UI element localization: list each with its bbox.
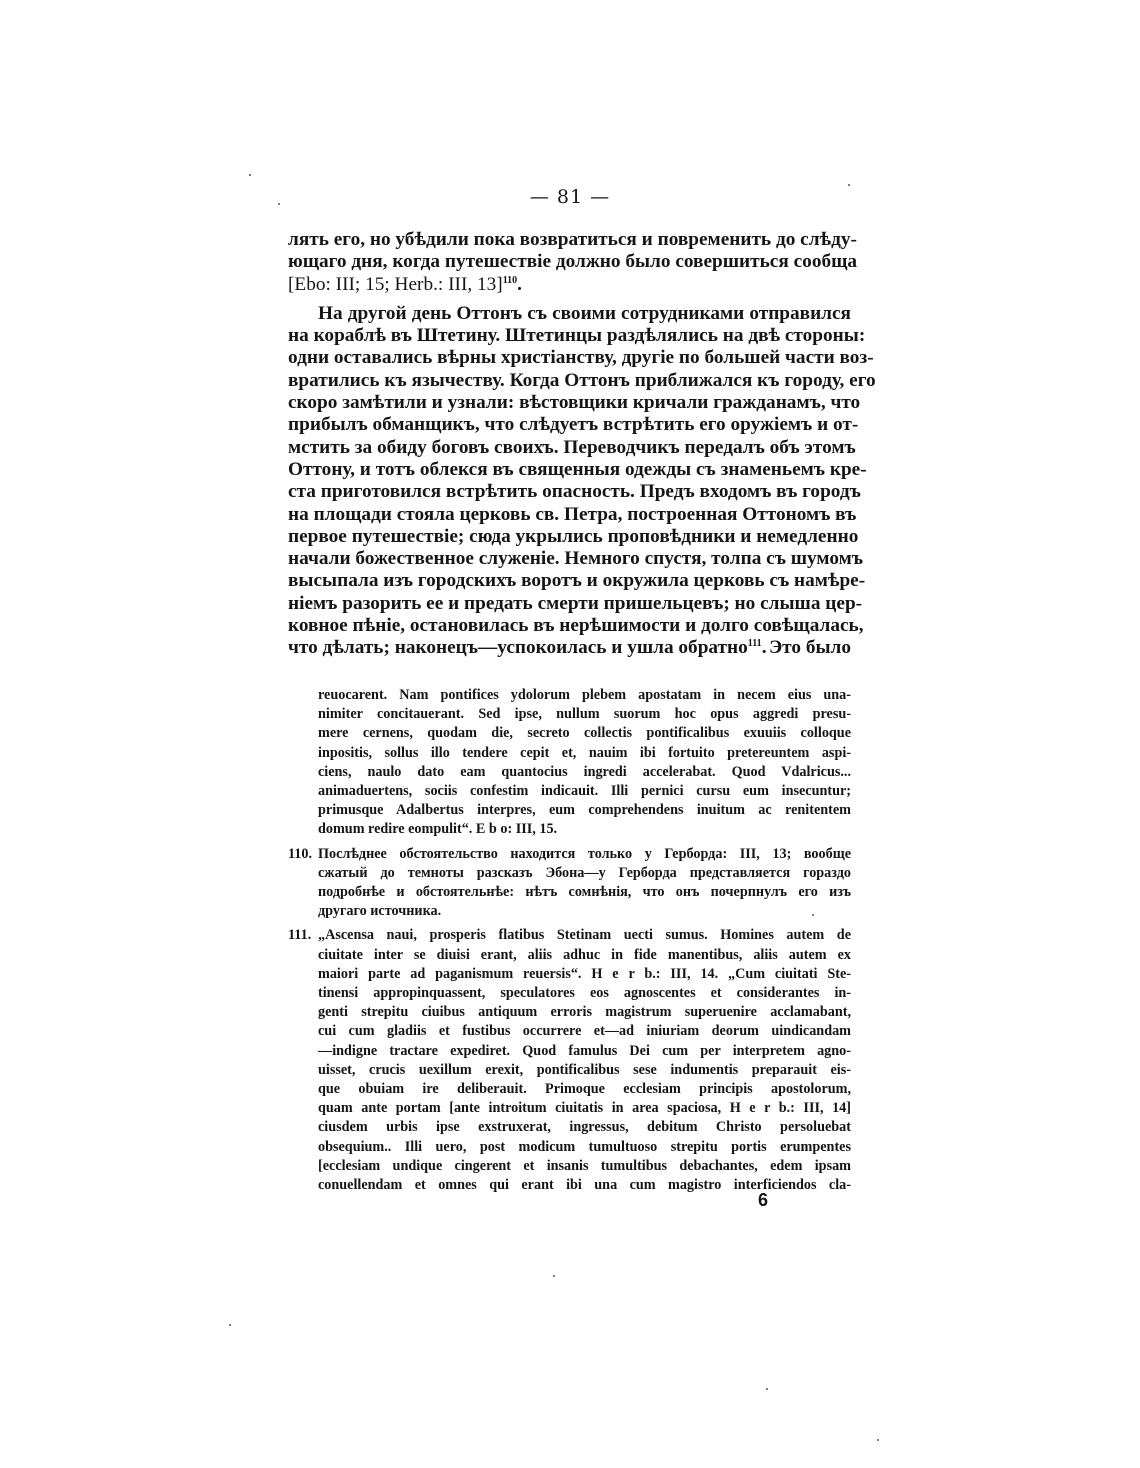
main-text: [288, 229, 876, 660]
main-line: что дѣлать; наконецъ—успокоилась и ушла обратно$^{111}$. Это было: [288, 637, 851, 659]
footnote-line: ciens, naulo dato eam quantocius ingredi accelerabat. Quod Vdalricus...: [318, 763, 851, 780]
footnote-line: cui cum gladiis et fustibus occurrere et—ad iniuriam deorum uindicandam: [318, 1023, 851, 1040]
footnote-line: conuellendam et omnes qui erant ibi una cum magistro interficiendos cla-: [318, 1177, 851, 1194]
main-line: Оттону, и тотъ облекся въ священныя одежды съ знаменьемъ кре-: [288, 458, 867, 480]
footnote-line: quam ante portam [ante introitum ciuitatis in area spaciosa, H e r b.: III, 14]: [318, 1100, 851, 1117]
main-line: вратились къ язычеству. Когда Оттонъ приближался къ городу, его: [288, 369, 876, 391]
footnote-line: maiori parte ad paganismum reuersis“. H e r b.: III, 14. „Cum ciuitati Ste-: [318, 965, 851, 982]
citation: [Ebo: III; 15; Herb.: III, 13]: [288, 273, 503, 295]
main-line-text: что дѣлать; наконецъ—успокоилась и ушла обратно: [288, 637, 748, 659]
footnote-line: uisset, crucis uexillum erexit, pontificalibus sese indumentis preparauit eis-: [318, 1061, 851, 1078]
footnote-continuation: [288, 686, 851, 840]
footnote-line: tinensi appropinquassent, speculatores eos agnoscentes et considerantes in-: [318, 985, 851, 1002]
footnote-line: domum redire eompulit“. E b o: III, 15.: [318, 821, 558, 838]
footnote-line: ciusdem urbis ipse exstruxerat, ingressus, debitum Christo persoluebat: [318, 1119, 851, 1136]
footnote-line: que obuiam ire deliberauit. Primoque ecclesiam principis apostolorum,: [318, 1081, 851, 1098]
main-line: одни оставались вѣрны христіанству, другіе по большей части воз-: [288, 347, 874, 369]
footnotes: [288, 686, 851, 1195]
page-number: — 81 —: [529, 186, 611, 208]
main-line: мстить за обиду боговъ своихъ. Переводчикъ передалъ объ этомъ: [288, 436, 856, 458]
paper-speck: [229, 1324, 231, 1326]
main-line: На другой день Оттонъ съ своими сотрудниками отправился: [318, 302, 851, 324]
footnote-line: inpositis, sollus illo tendere cepit et, nauim ibi fortuito pretereuntem aspi-: [318, 744, 851, 761]
sheet-signature: 6: [758, 1190, 769, 1210]
footnote-line: —indigne tractare expediret. Quod famulus Dei cum per interpretem agno-: [318, 1042, 851, 1059]
footnote-line: reuocarent. Nam pontifices ydolorum plebem apostatam in necem eius una-: [318, 687, 851, 703]
paper-speck: [249, 174, 251, 176]
footnote-line: ciuitate inter se diuisi erant, aliis adhuc in fide manentibus, aliis autem ex: [318, 946, 851, 963]
main-line: [Ebo: III; 15; Herb.: III, 13]$^{110}$.: [288, 273, 522, 295]
footnote-line: genti strepitu ciuibus antiquum erroris magistrum superuenire acclamabant,: [318, 1004, 851, 1021]
footnote-line: сжатый до темноты разсказъ Эбона—у Герборда представляется гораздо: [318, 864, 851, 881]
main-line: начали божественное служеніе. Немного спустя, толпа съ шумомъ: [288, 548, 863, 570]
main-line: лять его, но убѣдили пока возвратиться и повременить до слѣду-: [288, 229, 857, 250]
footnote-line: другаго источника.: [318, 903, 442, 920]
footnote-line: „Ascensa naui, prosperis flatibus Stetinam uecti sumus. Homines autem de: [318, 927, 851, 944]
main-line: скоро замѣтили и узнали: вѣстовщики кричали гражданамъ, что: [288, 392, 861, 414]
main-line: ста приготовился встрѣтить опасность. Предъ входомъ въ городъ: [288, 481, 861, 503]
main-line-tail: Это было: [769, 637, 851, 659]
footnote-line: [ecclesiam undique cingerent et insanis tumultibus debachantes, edem ipsam: [318, 1157, 851, 1174]
main-line: на площади стояла церковь св. Петра, построенная Оттономъ въ: [288, 503, 857, 525]
paper-speck: [877, 1439, 879, 1441]
footnote-line: animaduertens, sociis confestim indicauit. Illi pernici cursu eum insecuntur;: [318, 783, 851, 800]
footnote-line: nimiter concitauerant. Sed ipse, nullum suorum hoc opus aggredi presu-: [318, 706, 851, 723]
footnote-line: подробнѣе и обстоятельнѣе: нѣтъ сомнѣнія, что онъ почерпнулъ его изъ: [318, 884, 851, 901]
footnote-number: 111.: [288, 927, 312, 944]
footnote-line: obsequium.. Illi uero, post modicum tumultuoso strepitu portis erumpentes: [318, 1138, 851, 1155]
main-line: ковное пѣніе, остановилась въ нерѣшимости и долго совѣщалась,: [288, 615, 864, 637]
footnote-ref-110[interactable]: 110: [502, 274, 518, 286]
footnote-111: [288, 926, 851, 1195]
main-line: прибылъ обманщикъ, что слѣдуетъ встрѣтить его оружіемъ и от-: [288, 414, 859, 436]
paper-speck: [766, 1388, 768, 1390]
footnote-line: primusque Adalbertus interpres, eum comprehendens inuitum ac renitentem: [318, 802, 851, 819]
paper-speck: [278, 203, 280, 205]
footnote-110: [288, 845, 851, 922]
main-line: высыпала изъ городскихъ воротъ и окружила церковь съ намѣре-: [288, 570, 866, 592]
footnote-ref-111[interactable]: 111: [747, 638, 762, 650]
main-line: первое путешествіе; сюда укрылись проповѣдники и немедленно: [288, 525, 859, 547]
paper-speck: [553, 1275, 555, 1277]
paper-speck: [812, 914, 814, 916]
main-line: ніемъ разорить ее и предать смерти пришельцевъ; но слыша цер-: [288, 592, 863, 614]
footnote-line: mere cernens, quodam die, secreto collectis pontificalibus exuuiis colloque: [318, 725, 851, 742]
footnote-number: 110.: [288, 845, 313, 862]
main-line: на кораблѣ въ Штетину. Штетинцы раздѣлялись на двѣ стороны:: [288, 325, 866, 347]
footnote-line: Послѣднее обстоятельство находится только у Герборда: III, 13; вообще: [318, 845, 851, 862]
main-line: ющаго дня, когда путешествіе должно было совершиться сообща: [288, 251, 858, 273]
paper-speck: [848, 184, 850, 186]
